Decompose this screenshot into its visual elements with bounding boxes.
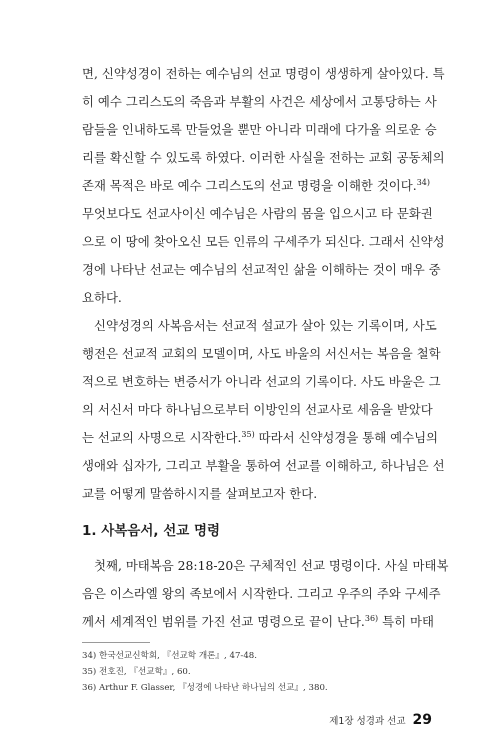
body-line: 리를 확신할 수 있도록 하였다. 이러한 사실을 전하는 교회 공동체의 xyxy=(82,150,445,165)
body-text: 특히 마태 xyxy=(378,614,434,629)
body-line: 음은 이스라엘 왕의 족보에서 시작한다. 그리고 우주의 주와 구세주 xyxy=(82,586,441,601)
body-line: 람들을 인내하도록 만들었을 뿐만 아니라 미래에 다가올 의로운 승 xyxy=(82,122,437,137)
body-line: 생애와 십자가, 그리고 부활을 통하여 선교를 이해하고, 하나님은 선 xyxy=(82,458,445,473)
body-text: 따라서 신약성경을 통해 예수님의 xyxy=(254,430,439,445)
page-number: 29 xyxy=(412,712,432,728)
footnote-ref: 36) xyxy=(364,613,379,623)
body-line: 의 서신서 마다 하나님으로부터 이방인의 선교사로 세움을 받았다 xyxy=(82,402,433,417)
footnote: 34) 한국선교신학회, 『선교학 개론』, 47-48. xyxy=(82,651,257,661)
body-text: 는 선교의 사명으로 시작한다. xyxy=(82,430,242,445)
footnote-separator xyxy=(82,642,150,643)
footnote-ref: 34) xyxy=(416,177,430,187)
footnote: 36) Arthur F. Glasser, 『성경에 나타난 하나님의 선교』, 380. xyxy=(82,683,328,693)
body-line: 으로 이 땅에 찾아오신 모든 인류의 구세주가 되신다. 그래서 신약성 xyxy=(82,234,445,249)
body-line: 신약성경의 사복음서는 선교적 설교가 살아 있는 기록이며, 사도 xyxy=(94,318,437,333)
body-line: 히 예수 그리스도의 죽음과 부활의 사건은 세상에서 고통당하는 사 xyxy=(82,94,437,109)
body-line xyxy=(82,175,430,197)
running-head: 제1장 성경과 선교 xyxy=(329,716,406,727)
body-line xyxy=(82,611,434,633)
body-line xyxy=(82,427,439,449)
body-line: 경에 나타난 선교는 예수님의 선교적인 삶을 이해하는 것이 매우 중 xyxy=(82,262,441,277)
body-line: 적으로 변호하는 변증서가 아니라 선교의 기록이다. 사도 바울은 그 xyxy=(82,374,441,389)
body-line: 교를 어떻게 말씀하시지를 살펴보고자 한다. xyxy=(82,486,318,501)
footnote: 35) 전호진, 『선교학』, 60. xyxy=(82,667,191,677)
footnote-ref: 35) xyxy=(241,429,255,439)
body-line: 첫째, 마태복음 28:18-20은 구체적인 선교 명령이다. 사실 마태복 xyxy=(94,558,449,573)
body-line: 면, 신약성경이 전하는 예수님의 선교 명령이 생생하게 살아있다. 특 xyxy=(82,66,445,81)
page-footer xyxy=(300,712,432,732)
body-text: 께서 세계적인 범위를 가진 선교 명령으로 끝이 난다. xyxy=(82,614,365,629)
body-line: 요하다. xyxy=(82,290,122,305)
section-heading: 1. 사복음서, 선교 명령 xyxy=(82,523,221,539)
body-line: 무엇보다도 선교사이신 예수님은 사람의 몸을 입으시고 타 문화권 xyxy=(82,206,433,221)
body-text: 존재 목적은 바로 예수 그리스도의 선교 명령을 이해한 것이다. xyxy=(82,178,417,193)
body-line: 행전은 선교적 교회의 모델이며, 사도 바울의 서신서는 복음을 철학 xyxy=(82,346,441,361)
